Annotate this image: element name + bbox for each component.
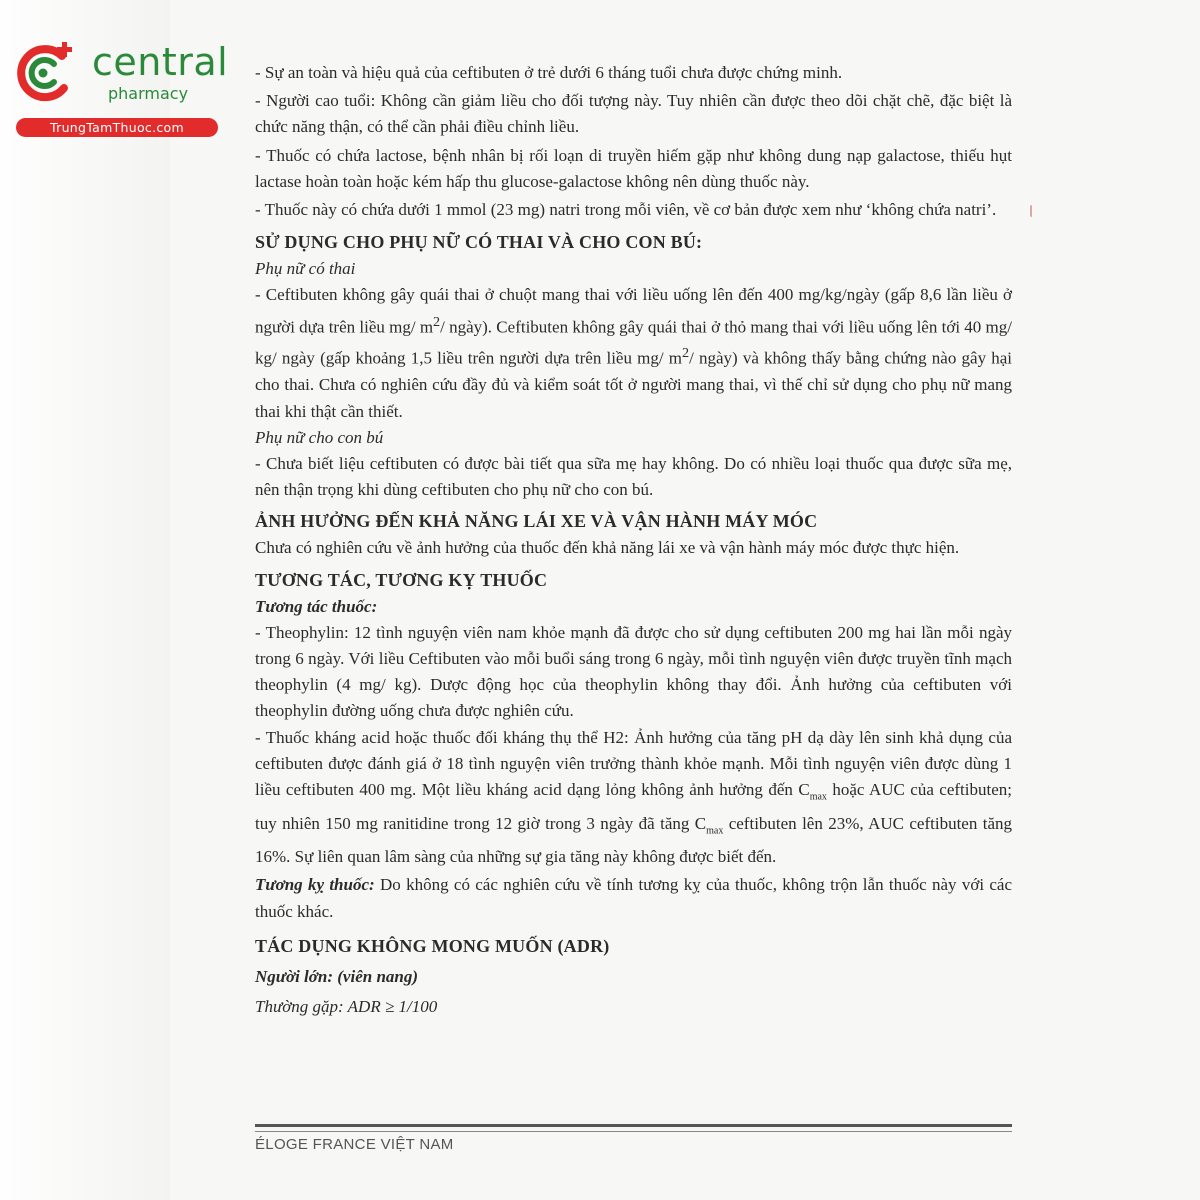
footer-divider [255, 1124, 1012, 1132]
incompatibility-label: Tương kỵ thuốc: [255, 875, 375, 895]
paragraph-lactose: - Thuốc có chứa lactose, bệnh nhân bị rối loạn di truyền hiếm gặp như không dung nạp galactose, thiếu hụt lactase hoàn toàn hoặc kém hấp thu glucose-galactose không nên dùng thuốc này. [255, 145, 1012, 191]
superscript: 2 [682, 345, 690, 362]
text-segment: hoặc AUC của ceftibuten; tuy nhiên 150 mg ranitidine trong 12 giờ trong 3 ngày đã tăng C [255, 779, 1012, 833]
paragraph-elderly: - Người cao tuổi: Không cần giảm liều cho đối tượng này. Tuy nhiên cần được theo dõi chặt chẽ, đặc biệt là chức năng thận, có thể cần phải điều chỉnh liều. [255, 91, 1012, 137]
paragraph-pregnant [255, 282, 1012, 424]
superscript: 2 [433, 313, 441, 330]
subscript: max [706, 824, 724, 836]
text-segment: - Thuốc kháng acid hoặc thuốc đối kháng thụ thể H2: Ảnh hưởng của tăng pH dạ dày lên sinh khả dụng của ceftibuten được đánh giá ở 18 tình nguyện viên trưởng thành khỏe mạnh. Mỗi tình nguyện viên được dùng 1 liều ceftibuten 400 mg. Một liều kháng acid dạng lỏng không ảnh hưởng đến C [255, 727, 1012, 799]
paragraph-infants: - Sự an toàn và hiệu quả của ceftibuten ở trẻ dưới 6 tháng tuổi chưa được chứng minh. [255, 63, 843, 82]
brand-name: central [92, 40, 229, 84]
heading-adr: TÁC DỤNG KHÔNG MONG MUỐN (ADR) [255, 935, 610, 956]
text-segment: Do không có các nghiên cứu về tính tương kỵ của thuốc, không trộn lẫn thuốc này với các thuốc khác. [255, 875, 1012, 921]
paragraph-driving: Chưa có nghiên cứu về ảnh hưởng của thuốc đến khả năng lái xe và vận hành máy móc được thực hiện. [255, 538, 960, 558]
subheading-drug-interactions: Tương tác thuốc: [255, 596, 378, 616]
text-segment: ceftibuten lên 23%, AUC ceftibuten tăng 16%. Sự liên quan lâm sàng của những sự gia tăng này không được biết đến. [255, 813, 1012, 867]
heading-driving: ẢNH HƯỞNG ĐẾN KHẢ NĂNG LÁI XE VÀ VẬN HÀNH MÁY MÓC [255, 511, 818, 532]
scan-mark [1030, 205, 1036, 217]
paragraph-incompatibility [255, 872, 1012, 924]
paragraph-antacid [255, 725, 1012, 871]
footer-company: ÉLOGE FRANCE VIỆT NAM [255, 1136, 454, 1153]
heading-interactions: TƯƠNG TÁC, TƯƠNG KỴ THUỐC [255, 569, 548, 590]
heading-pregnancy: SỬ DỤNG CHO PHỤ NỮ CÓ THAI VÀ CHO CON BÚ: [255, 232, 703, 253]
text-segment: / ngày) và không thấy bằng chứng nào gây hại cho thai. Chưa có nghiên cứu đầy đủ và kiểm soát tốt ở người mang thai, vì thế chỉ sử dụng cho phụ nữ mang thai khi thật cần thiết. [255, 349, 1012, 421]
subscript: max [809, 791, 827, 803]
subheading-breastfeeding: Phụ nữ cho con bú [255, 427, 384, 447]
paragraph-theophylin: - Theophylin: 12 tình nguyện viên nam khỏe mạnh đã được cho sử dụng ceftibuten 200 mg hai lần mỗi ngày trong 6 ngày. Với liều Ceftibuten vào mỗi buổi sáng trong 6 ngày, mỗi tình nguyện viên được truyền tĩnh mạch theophylin (4 mg/ kg). Dược động học của theophylin không thay đổi. Ảnh hưởng của ceftibuten với theophylin đường uống chưa được nghiên cứu. [255, 622, 1012, 721]
brand-tagline: pharmacy [108, 84, 189, 103]
subheading-common: Thường gặp: ADR ≥ 1/100 [255, 996, 438, 1016]
pharmacy-logo-icon [10, 36, 82, 108]
text-segment: - Ceftibuten không gây quái thai ở chuột mang thai với liều uống lên đến 400 mg/kg/ngày (gấp 8,6 lần liều ở người dựa trên liều mg/ m [255, 285, 1012, 337]
text-segment: / ngày). Ceftibuten không gây quái thai ở thỏ mang thai với liều uống lên tới 40 mg/ kg/ ngày (gấp khoảng 1,5 liều trên người dựa trên liều mg/ m [255, 317, 1012, 369]
paragraph-breastfeeding: - Chưa biết liệu ceftibuten có được bài tiết qua sữa mẹ hay không. Do có nhiều loại thuốc qua được sữa mẹ, nên thận trọng khi dùng ceftibuten cho phụ nữ cho con bú. [255, 453, 1012, 500]
brand-website: TrungTamThuoc.com [16, 118, 218, 137]
subheading-adults: Người lớn: (viên nang) [255, 966, 419, 986]
page-margin [0, 0, 170, 1200]
subheading-pregnant: Phụ nữ có thai [255, 259, 356, 279]
paragraph-sodium: - Thuốc này có chứa dưới 1 mmol (23 mg) natri trong mỗi viên, về cơ bản được xem như ‘không chứa natri’. [255, 200, 997, 220]
central-pharmacy-logo [10, 36, 229, 136]
document-body [255, 60, 1012, 1020]
